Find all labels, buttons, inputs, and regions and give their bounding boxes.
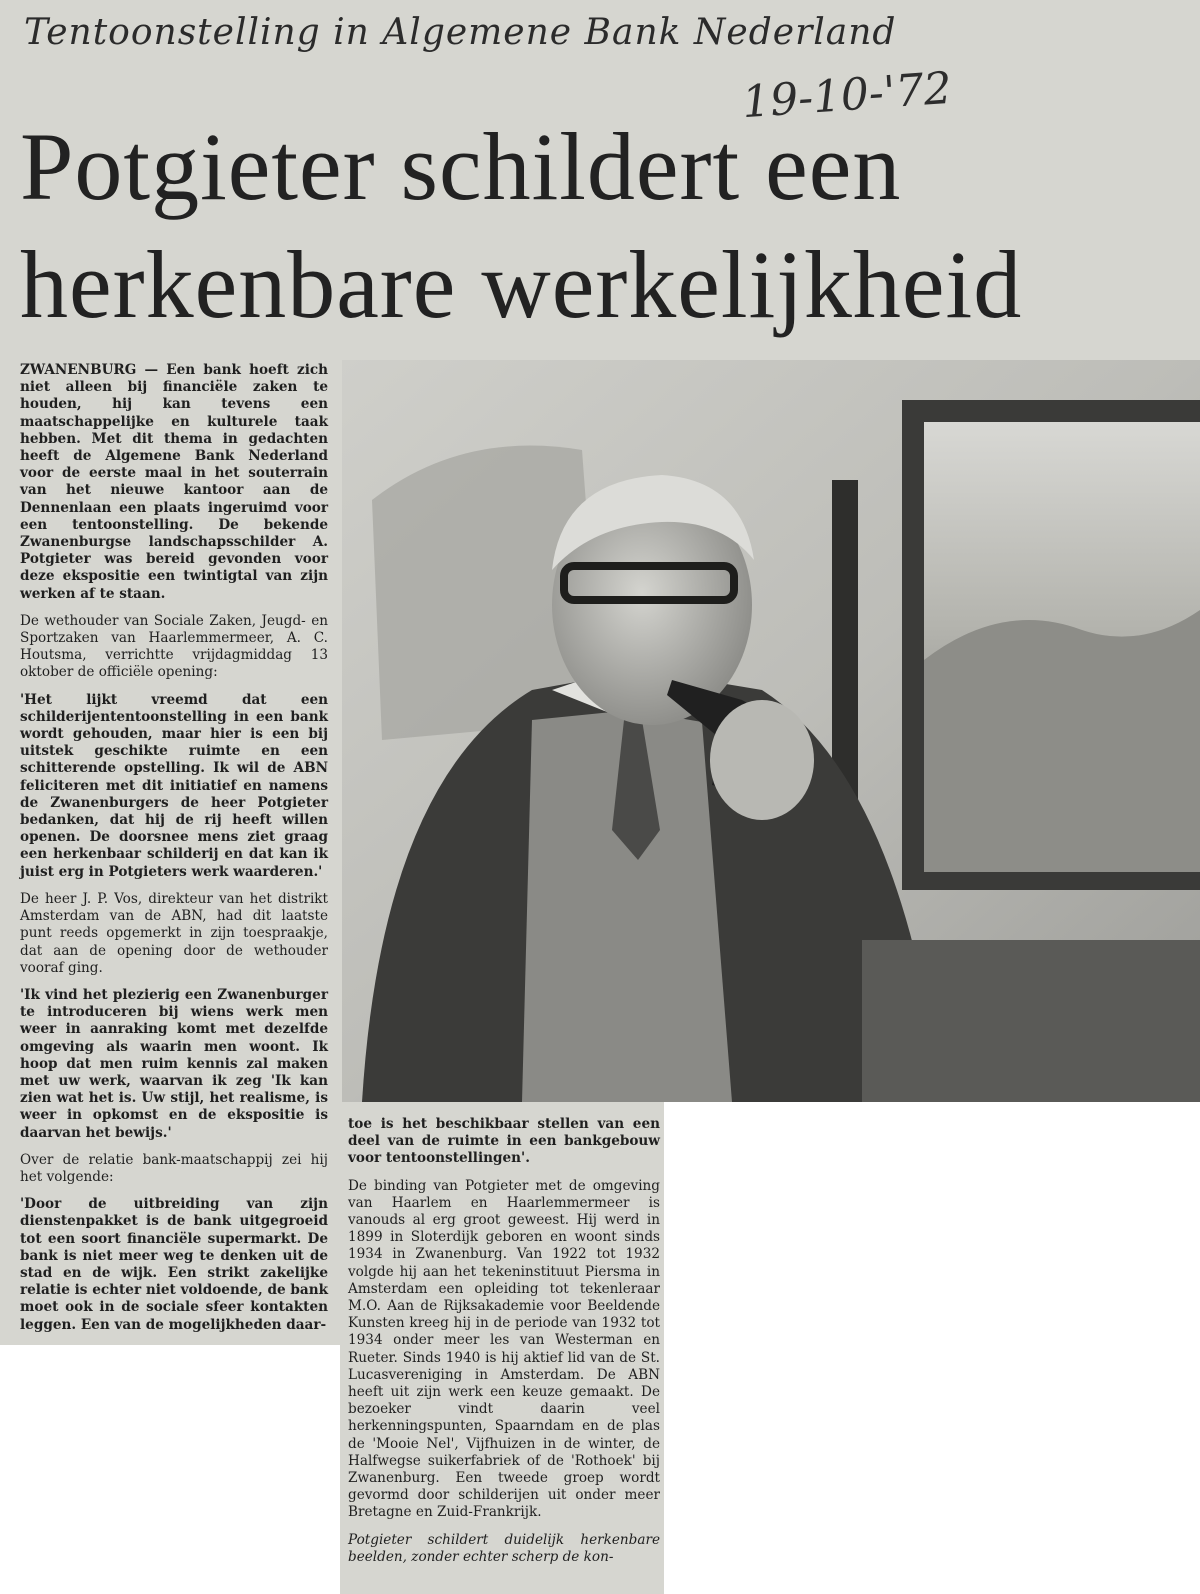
quote-paragraph-5: 'Ik vind het plezierig een Zwanenburger te introduceren bij wiens werk men weer in aanraking komt met dezelfde omgeving als waarin men woont. Ik hoop dat men ruim kennis zal maken met uw werk, waarvan ik zeg 'Ik kan zien wat het is. Uw stijl, het realisme, is weer in opkomst en de ekspositie is daarvan het bewijs.' [20,986,328,1141]
paragraph-1: Een bank hoeft zich niet alleen bij financiële zaken te houden, hij kan tevens een maatschappelijke en kulturele taak hebben. Met dit thema in gedachten heeft de Algemene Bank Nederland voor de eerste maal in het souterrain van het nieuwe kantoor aan de Dennenlaan een plaats ingeruimd voor een tentoonstelling. De bekende Zwanenburgse landschapsschilder A. Potgieter was bereid gevonden voor deze ekspositie een twintigtal van zijn werken af te staan. [20,362,329,602]
hand [710,700,814,820]
paragraph-intro [20,362,328,603]
painting-landscape [924,610,1200,872]
quote-paragraph-7: 'Door de uitbreiding van zijn dienstenpakket is de bank uitgegroeid tot een soort financiële supermarkt. De bank is niet meer weg te denken uit de stad en de wijk. Een strikt zakelijke relatie is echter niet voldoende, de bank moet ook in de sociale sfeer kontakten leggen. Een van de mogelijkheden daar- [20,1196,328,1333]
portrait-photo [342,360,1200,1102]
paragraph-9: De binding van Potgieter met de omgeving van Haarlem en Haarlemmermeer is vanouds al erg groot geweest. Hij werd in 1899 in Sloterdijk geboren en woont sinds 1934 in Zwanenburg. Van 1922 tot 1932 volgde hij aan het tekeninstituut Piersma in Amsterdam een opleiding tot tekenleraar M.O. Aan de Rijksakademie voor Beeldende Kunsten kreeg hij in de periode van 1932 tot 1934 onder meer les van Westerman en Rueter. Sinds 1940 is hij aktief lid van de St. Lucasvereniging in Amsterdam. De ABN heeft uit zijn werk een keuze gemaakt. De bezoeker vindt daarin veel herkenningspunten, Spaarndam en de plas de 'Mooie Nel', Vijfhuizen in de winter, de Halfwegse suikerfabriek of de 'Rothoek' bij Zwanenburg. Een tweede groep wordt gevormd door schilderijen uit onder meer Bretagne en Zuid-Frankrijk. [348,1177,660,1521]
paragraph-10: Potgieter schildert duidelijk herkenbare beelden, zonder echter scherp de kon- [348,1531,660,1565]
handwritten-date: 19-10-'72 [740,62,954,129]
paragraph-4: De heer J. P. Vos, direkteur van het distrikt Amsterdam van de ABN, had dit laatste punt reeds opgemerkt in zijn toespraakje, dat aan de opening door de wethouder vooraf ging. [20,890,328,976]
paragraph-6: Over de relatie bank-maatschappij zei hij het volgende: [20,1151,328,1185]
quote-paragraph-3: 'Het lijkt vreemd dat een schilderijententoonstelling in een bank wordt gehouden, maar hier is een bij uitstek geschikte ruimte en een schitterende opstelling. Ik wil de ABN feliciteren met dit initiatief en namens de Zwanenburgers de heer Potgieter bedanken, dat hij de rij heeft willen openen. De doorsnee mens ziet graag een herkenbaar schilderij en dat kan ik juist erg in Potgieters werk waarderen.' [20,691,328,880]
paragraph-2: De wethouder van Sociale Zaken, Jeugd- en Sportzaken van Haarlemmermeer, A. C. Houtsma, verrichtte vrijdagmiddag 13 oktober de officiële opening: [20,612,328,681]
quote-paragraph-8: toe is het beschikbaar stellen van een deel van de ruimte in een bankgebouw voor tentoonstellingen'. [348,1116,660,1167]
dateline: ZWANENBURG — [20,362,159,378]
middle-column [348,1116,660,1576]
kicker: Tentoonstelling in Algemene Bank Nederland [24,12,897,53]
table-foreground [862,940,1200,1102]
headline: Potgieter schildert een herkenbare werkelijkheid [20,113,1023,338]
left-column [20,362,328,1344]
